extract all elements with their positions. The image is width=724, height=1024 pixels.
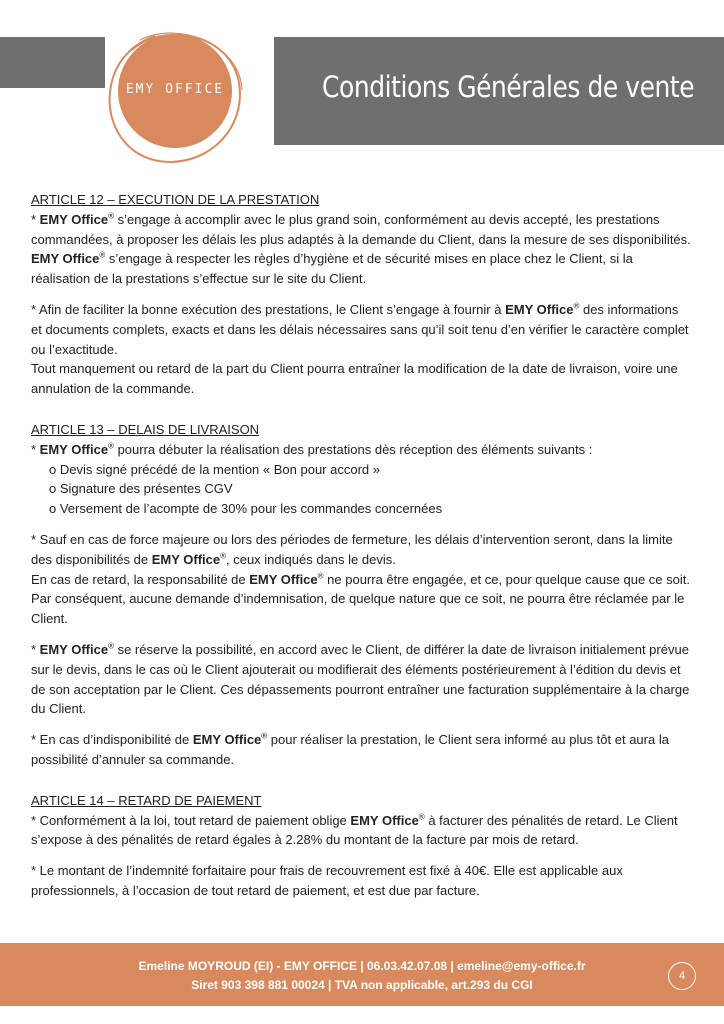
- text: *: [31, 441, 40, 457]
- article-13-heading: ARTICLE 13 – DELAIS DE LIVRAISON: [31, 421, 260, 437]
- footer-legal-line: Siret 903 398 881 00024 | TVA non applicable, art.293 du CGI: [191, 978, 533, 992]
- text: , ceux indiqués dans le devis.: [226, 551, 396, 567]
- brand-name: EMY Office: [350, 812, 419, 828]
- article-12-paragraph-1: [31, 210, 691, 250]
- article-13-paragraph-3: [31, 570, 691, 629]
- article-12-paragraph-4: Tout manquement ou retard de la part du Client pourra entraîner la modification de la date de livraison, voire une annulation de la commande.: [31, 361, 678, 397]
- list-item: o Devis signé précédé de la mention « Bon pour accord »: [49, 461, 380, 477]
- footer-contact-line: Emeline MOYROUD (EI) - EMY OFFICE | 06.03.42.07.08 | emeline@emy-office.fr: [138, 959, 586, 973]
- article-13-paragraph-4: [31, 640, 691, 719]
- registered-mark: ®: [220, 551, 226, 561]
- article-14-paragraph-2: * Le montant de l’indemnité forfaitaire pour frais de recouvrement est fixé à 40€. Elle est applicable aux professionnels, à l’occasion de tout retard de paiement, et est due par facture.: [31, 863, 623, 898]
- text: * Sauf en cas de force majeure ou lors des périodes de fermeture, les délais d’intervention seront, dans la limite des disponibilités de: [31, 531, 673, 567]
- registered-mark: ®: [108, 641, 114, 651]
- brand-name: EMY Office: [39, 211, 109, 227]
- brand-name: EMY Office: [39, 441, 109, 457]
- text: * Afin de faciliter la bonne exécution des prestations, le Client s’engage à fournir à: [31, 301, 506, 317]
- list-item: o Versement de l’acompte de 30% pour les commandes concernées: [49, 501, 443, 517]
- page-number: 4: [668, 962, 696, 990]
- page-title: Conditions Générales de vente: [322, 70, 695, 104]
- registered-mark: ®: [99, 251, 106, 261]
- text: des informations et documents complets, exacts et dans les délais nécessaires sans qu’il soit tenu d’en vérifier le caractère complet ou l’exactitude.: [31, 301, 689, 357]
- text: pourra débuter la réalisation des prestations dès réception des éléments suivants :: [113, 441, 593, 457]
- header-band-left: [0, 37, 105, 88]
- text: *: [31, 211, 40, 227]
- text: pour réaliser la prestation, le Client sera informé au plus tôt et aura la possibilité d’annuler sa commande.: [31, 732, 669, 767]
- article-12-paragraph-2: [31, 249, 691, 289]
- registered-mark: ®: [108, 441, 114, 451]
- brand-name: EMY Office: [39, 641, 109, 657]
- document-body: [31, 190, 691, 901]
- brand-name: EMY Office: [151, 551, 221, 567]
- registered-mark: ®: [108, 211, 114, 221]
- article-13-paragraph-5: [31, 730, 691, 770]
- article-14-heading: ARTICLE 14 – RETARD DE PAIEMENT: [31, 792, 262, 808]
- logo-text: EMY OFFICE: [125, 82, 225, 97]
- article-13-paragraph-1: [31, 440, 691, 460]
- brand-name: EMY Office: [249, 571, 318, 587]
- text: se réserve la possibilité, en accord avec le Client, de différer la date de livraison initialement prévue sur le devis, dans le cas où le Client ajouterait ou modifierait des éléments postérieurement à l’édition du devis et de son acceptation par le Client. Ces dépassements pourront entraîner une facturation supplémentaire à la charge du Client.: [31, 641, 690, 717]
- list-item: o Signature des présentes CGV: [49, 481, 233, 497]
- brand-name: EMY Office: [31, 251, 100, 267]
- text: *: [31, 641, 40, 657]
- registered-mark: ®: [573, 301, 580, 311]
- text: * En cas d’indisponibilité de: [31, 732, 193, 748]
- text: à facturer des pénalités de retard. Le Client s’expose à des pénalités de retard égales à 2.28% du montant de la facture par mois de retard.: [31, 812, 678, 848]
- text: * Conformément à la loi, tout retard de paiement oblige: [31, 812, 351, 828]
- registered-mark: ®: [261, 731, 268, 741]
- text: s’engage à respecter les règles d’hygiène et de sécurité mises en place chez le Client, si la réalisation de la prestations s’effectue sur le site du Client.: [31, 251, 633, 287]
- text: ne pourra être engagée, et ce, pour quelque cause que ce soit. Par conséquent, aucune demande d’indemnisation, de quelque nature que ce soit, ne pourra être réclamée par le Client.: [31, 571, 690, 627]
- brand-name: EMY Office: [192, 732, 262, 748]
- brand-name: EMY Office: [505, 301, 574, 317]
- text: En cas de retard, la responsabilité de: [31, 571, 250, 587]
- text: s’engage à accomplir avec le plus grand soin, conformément au devis accepté, les prestations commandées, à proposer les délais les plus adaptés à la demande du Client, dans la mesure de ses disponibilités.: [31, 211, 691, 247]
- article-13-paragraph-2: [31, 530, 691, 570]
- registered-mark: ®: [418, 812, 425, 822]
- article-14-paragraph-1: [31, 811, 691, 851]
- footer-band: [0, 943, 724, 1006]
- registered-mark: ®: [317, 571, 324, 581]
- article-12-heading: ARTICLE 12 – EXECUTION DE LA PRESTATION: [31, 192, 320, 207]
- article-12-paragraph-3: [31, 300, 691, 359]
